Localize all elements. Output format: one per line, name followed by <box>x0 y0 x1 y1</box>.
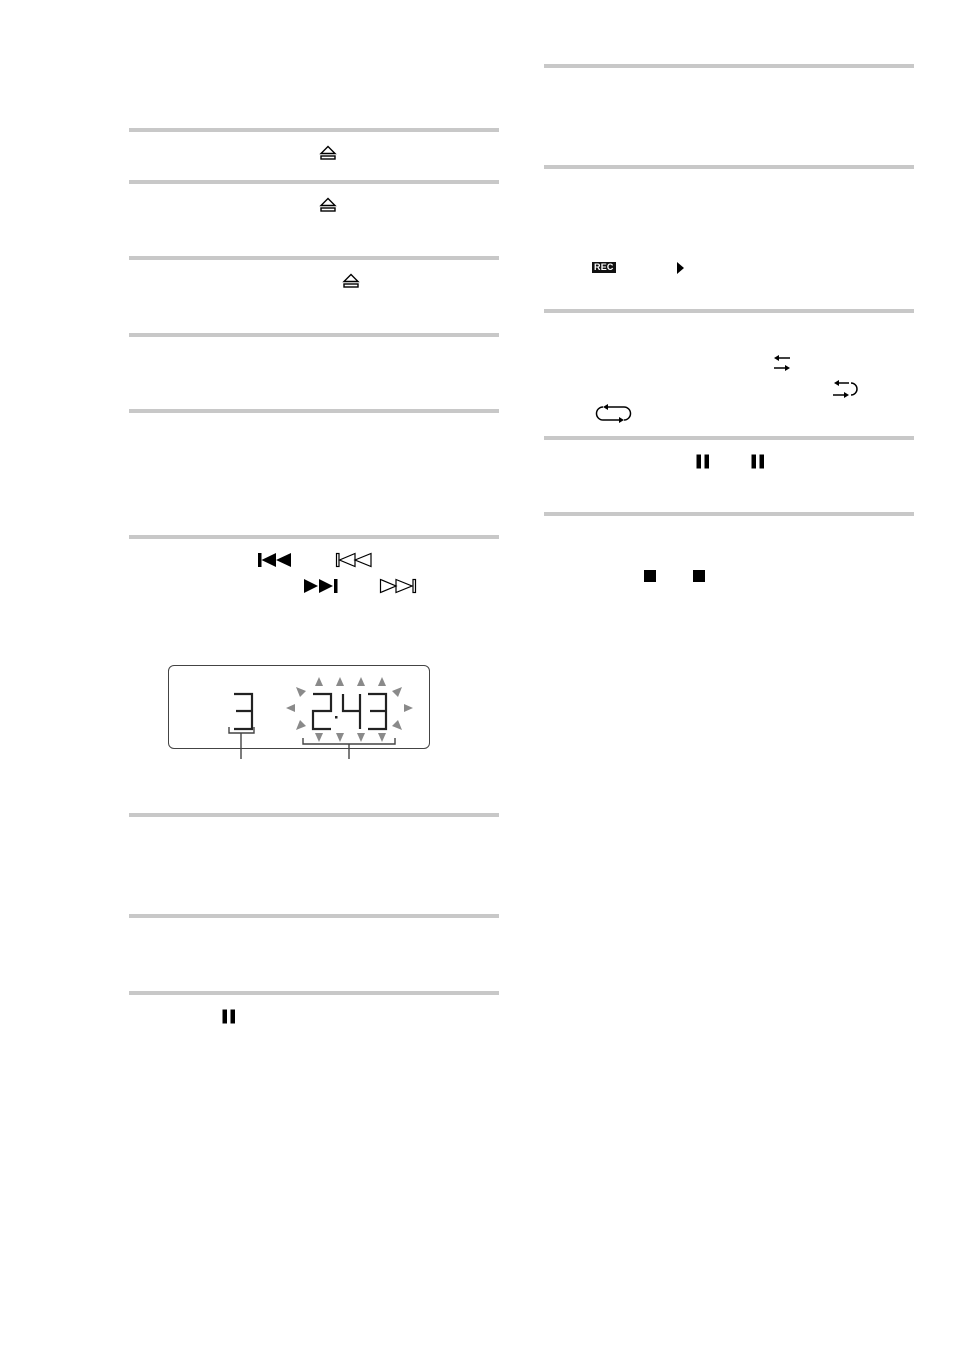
previous-track-outline-icon <box>335 552 375 568</box>
lcd-illustration <box>168 665 430 765</box>
section-divider <box>544 309 914 313</box>
section-divider <box>129 128 499 132</box>
repeat-one-side-icon <box>831 378 861 400</box>
eject-icon <box>319 197 337 213</box>
section-divider <box>129 256 499 260</box>
section-divider <box>129 409 499 413</box>
blink-indicators <box>286 677 413 742</box>
direction-icon <box>772 353 792 373</box>
play-icon <box>676 261 685 275</box>
eject-icon <box>342 273 360 289</box>
next-track-outline-icon <box>379 578 419 594</box>
repeat-icon <box>594 403 634 425</box>
section-divider <box>544 64 914 68</box>
section-divider <box>544 436 914 440</box>
next-track-icon <box>303 578 341 594</box>
track-number-digit <box>234 694 252 729</box>
eject-icon <box>319 145 337 161</box>
section-divider <box>129 333 499 337</box>
section-divider <box>544 165 914 169</box>
pause-icon <box>750 454 766 469</box>
previous-track-icon <box>257 552 295 568</box>
rec-badge: REC <box>594 262 614 272</box>
time-digits <box>313 694 386 729</box>
stop-icon <box>643 569 657 583</box>
section-divider <box>129 813 499 817</box>
section-divider <box>129 180 499 184</box>
section-divider <box>544 512 914 516</box>
section-divider <box>129 535 499 539</box>
section-divider <box>129 991 499 995</box>
pause-icon <box>695 454 711 469</box>
pause-icon <box>221 1009 237 1024</box>
callout-brackets <box>229 727 395 759</box>
stop-icon <box>692 569 706 583</box>
section-divider <box>129 914 499 918</box>
